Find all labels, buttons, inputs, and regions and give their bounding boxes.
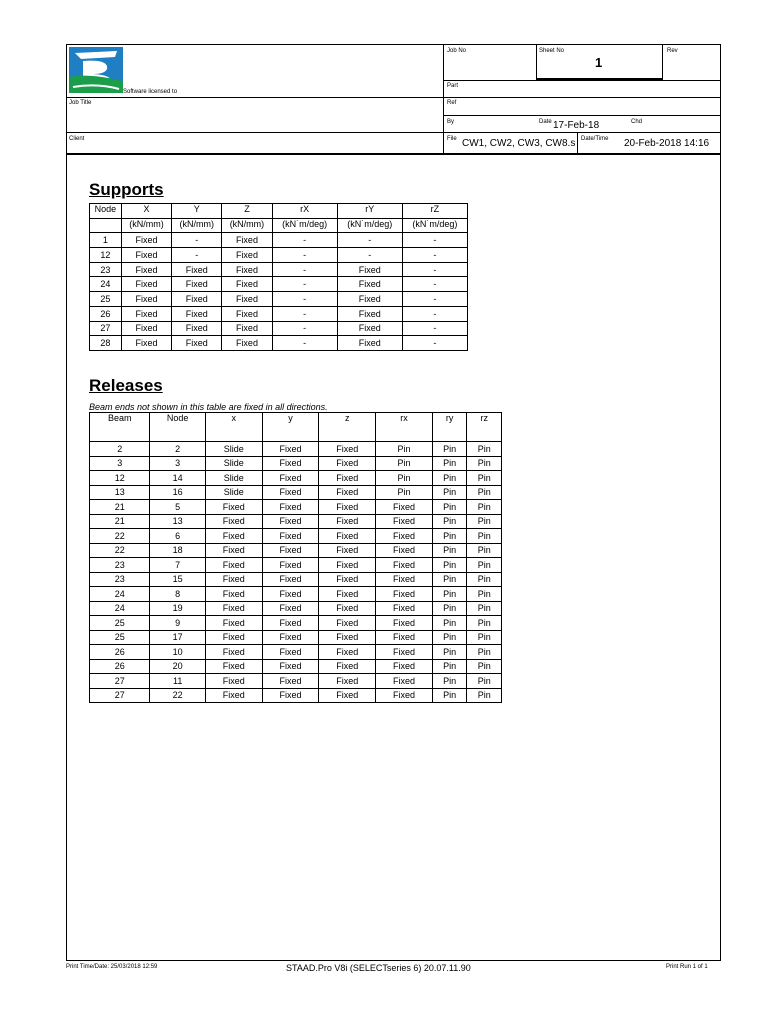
table-cell: Slide [205, 456, 262, 471]
unit-cell: (kN/mm) [121, 218, 171, 233]
table-cell: Pin [432, 529, 467, 544]
table-cell: 27 [90, 674, 150, 689]
table-cell: Fixed [205, 645, 262, 660]
table-cell: Fixed [121, 321, 171, 336]
header-cell: rY [337, 204, 402, 219]
table-cell: 20 [150, 659, 206, 674]
table-cell: Fixed [222, 292, 272, 307]
table-cell: Pin [467, 572, 502, 587]
table-cell: Fixed [262, 442, 319, 457]
table-cell: 2 [150, 442, 206, 457]
table-cell: - [272, 336, 337, 351]
table-cell: Pin [467, 529, 502, 544]
table-cell: Fixed [205, 688, 262, 703]
table-cell: Fixed [376, 558, 433, 573]
table-row [90, 630, 502, 645]
table-cell: Fixed [319, 688, 376, 703]
table-cell: Fixed [262, 543, 319, 558]
part-label: Part [447, 83, 459, 89]
header-cell: Z [222, 204, 272, 219]
table-cell: 7 [150, 558, 206, 573]
releases-title: Releases [89, 376, 163, 395]
table-cell: 25 [90, 616, 150, 631]
header-cell: y [262, 413, 319, 442]
table-cell: Pin [467, 558, 502, 573]
table-row [90, 442, 502, 457]
table-row [90, 471, 502, 486]
table-cell: - [272, 292, 337, 307]
table-cell: 8 [150, 587, 206, 602]
table-cell: 25 [90, 292, 122, 307]
table-cell: Pin [432, 471, 467, 486]
table-cell: Fixed [319, 558, 376, 573]
sheet-no-label: Sheet No [539, 48, 565, 54]
table-cell: Pin [467, 616, 502, 631]
table-row [90, 616, 502, 631]
table-cell: Fixed [262, 572, 319, 587]
title-block [67, 45, 720, 153]
unit-cell: (kN˙m/deg) [337, 218, 402, 233]
table-cell: Pin [467, 543, 502, 558]
table-cell: Fixed [376, 645, 433, 660]
job-no-label: Job No [447, 48, 467, 54]
table-cell: Fixed [319, 456, 376, 471]
table-cell: Fixed [376, 514, 433, 529]
table-row [90, 306, 468, 321]
table-cell: 24 [90, 587, 150, 602]
bentley-logo-icon [69, 47, 123, 93]
table-cell: - [172, 233, 222, 248]
table-cell: Pin [432, 442, 467, 457]
table-cell: Fixed [262, 616, 319, 631]
table-cell: Fixed [337, 277, 402, 292]
table-cell: Fixed [205, 572, 262, 587]
table-cell: Fixed [222, 277, 272, 292]
table-row [90, 321, 468, 336]
table-cell: Fixed [319, 500, 376, 515]
table-cell: Fixed [319, 587, 376, 602]
datetime-value: 20-Feb-2018 14:16 [624, 138, 710, 149]
table-cell: Pin [467, 601, 502, 616]
releases-note: Beam ends not shown in this table are fixed in all directions. [89, 402, 328, 412]
table-cell: Fixed [205, 601, 262, 616]
table-cell: Fixed [121, 262, 171, 277]
header-cell: Node [150, 413, 206, 442]
table-cell: Fixed [205, 659, 262, 674]
table-row [90, 572, 502, 587]
table-cell: Pin [432, 616, 467, 631]
header-cell: Beam [90, 413, 150, 442]
table-cell: 2 [90, 442, 150, 457]
table-cell: Fixed [376, 587, 433, 602]
table-row [90, 485, 502, 500]
table-cell: Slide [205, 442, 262, 457]
table-row [90, 248, 468, 263]
table-cell: - [402, 248, 467, 263]
table-cell: Fixed [319, 572, 376, 587]
table-cell: 5 [150, 500, 206, 515]
header-cell: rZ [402, 204, 467, 219]
table-cell: 1 [90, 233, 122, 248]
table-cell: Fixed [172, 277, 222, 292]
table-cell: Pin [376, 485, 433, 500]
supports-units-row [90, 218, 468, 233]
table-cell: Fixed [121, 277, 171, 292]
table-cell: 24 [90, 277, 122, 292]
header-cell: rX [272, 204, 337, 219]
table-cell: Pin [432, 688, 467, 703]
table-cell: Fixed [337, 262, 402, 277]
table-cell: Fixed [376, 630, 433, 645]
table-cell: Fixed [222, 306, 272, 321]
table-cell: 21 [90, 500, 150, 515]
table-row [90, 262, 468, 277]
table-cell: Slide [205, 485, 262, 500]
table-row [90, 674, 502, 689]
table-cell: Fixed [262, 601, 319, 616]
table-cell: Fixed [319, 529, 376, 544]
table-cell: Fixed [376, 601, 433, 616]
table-cell: Fixed [337, 306, 402, 321]
table-cell: Fixed [121, 248, 171, 263]
table-cell: Fixed [337, 292, 402, 307]
table-cell: Fixed [121, 292, 171, 307]
table-cell: - [402, 321, 467, 336]
table-cell: Fixed [337, 336, 402, 351]
table-cell: Fixed [121, 306, 171, 321]
date-value: 17-Feb-18 [553, 120, 600, 131]
table-cell: Fixed [319, 601, 376, 616]
table-cell: 12 [90, 248, 122, 263]
table-cell: Fixed [319, 616, 376, 631]
table-cell: Pin [432, 630, 467, 645]
table-cell: - [272, 248, 337, 263]
table-row [90, 233, 468, 248]
table-cell: Fixed [262, 674, 319, 689]
table-row [90, 336, 468, 351]
table-cell: Pin [467, 442, 502, 457]
table-cell: Fixed [376, 500, 433, 515]
header-cell: rz [467, 413, 502, 442]
table-cell: Fixed [262, 514, 319, 529]
table-cell: - [272, 321, 337, 336]
table-cell: 27 [90, 688, 150, 703]
table-cell: Pin [376, 456, 433, 471]
table-cell: Fixed [205, 616, 262, 631]
table-row [90, 529, 502, 544]
table-cell: - [272, 262, 337, 277]
table-cell: Fixed [205, 543, 262, 558]
table-cell: 19 [150, 601, 206, 616]
table-row [90, 500, 502, 515]
table-cell: Fixed [222, 321, 272, 336]
table-cell: - [402, 336, 467, 351]
table-cell: Fixed [205, 529, 262, 544]
table-cell: Pin [467, 659, 502, 674]
table-cell: Fixed [376, 688, 433, 703]
table-cell: 10 [150, 645, 206, 660]
table-cell: Pin [432, 674, 467, 689]
table-cell: 18 [150, 543, 206, 558]
table-cell: Pin [432, 601, 467, 616]
table-cell: Fixed [376, 572, 433, 587]
unit-cell: (kN˙m/deg) [272, 218, 337, 233]
table-cell: Fixed [172, 321, 222, 336]
table-cell: Fixed [172, 306, 222, 321]
table-cell: Fixed [319, 442, 376, 457]
table-cell: Fixed [222, 336, 272, 351]
table-cell: Fixed [319, 543, 376, 558]
table-cell: 13 [150, 514, 206, 529]
table-row [90, 456, 502, 471]
table-cell: Fixed [319, 471, 376, 486]
table-cell: Fixed [172, 262, 222, 277]
unit-cell [90, 218, 122, 233]
table-cell: Fixed [262, 500, 319, 515]
table-cell: - [272, 233, 337, 248]
table-cell: Pin [432, 587, 467, 602]
header-cell: z [319, 413, 376, 442]
table-cell: - [402, 292, 467, 307]
table-cell: Fixed [262, 630, 319, 645]
table-cell: Fixed [262, 688, 319, 703]
supports-table [89, 203, 468, 351]
table-row [90, 688, 502, 703]
table-cell: Pin [467, 674, 502, 689]
unit-cell: (kN/mm) [222, 218, 272, 233]
table-row [90, 292, 468, 307]
file-value: CW1, CW2, CW3, CW8.s [462, 138, 576, 149]
table-cell: Fixed [222, 262, 272, 277]
table-cell: 3 [90, 456, 150, 471]
sheet-no-value: 1 [595, 55, 603, 70]
table-cell: Pin [467, 456, 502, 471]
table-cell: - [402, 233, 467, 248]
table-cell: 16 [150, 485, 206, 500]
table-cell: 13 [90, 485, 150, 500]
table-cell: 6 [150, 529, 206, 544]
table-cell: 26 [90, 659, 150, 674]
rev-label: Rev [667, 48, 678, 54]
table-row [90, 277, 468, 292]
table-cell: Pin [467, 485, 502, 500]
table-cell: 23 [90, 572, 150, 587]
table-cell: 14 [150, 471, 206, 486]
table-cell: Fixed [319, 659, 376, 674]
table-cell: Fixed [222, 233, 272, 248]
header-cell: Y [172, 204, 222, 219]
table-cell: Pin [467, 471, 502, 486]
table-cell: - [272, 277, 337, 292]
table-cell: Fixed [262, 558, 319, 573]
table-cell: - [272, 306, 337, 321]
header-cell: Node [90, 204, 122, 219]
table-cell: 11 [150, 674, 206, 689]
table-cell: Fixed [376, 659, 433, 674]
table-cell: Fixed [319, 630, 376, 645]
table-cell: 27 [90, 321, 122, 336]
table-row [90, 601, 502, 616]
ref-label: Ref [447, 100, 457, 106]
supports-body [90, 233, 468, 351]
table-row [90, 543, 502, 558]
table-cell: 28 [90, 336, 122, 351]
table-cell: Fixed [262, 645, 319, 660]
table-cell: Fixed [376, 543, 433, 558]
table-cell: Pin [432, 645, 467, 660]
table-cell: Pin [432, 659, 467, 674]
table-cell: Pin [467, 500, 502, 515]
table-cell: Fixed [121, 233, 171, 248]
header-cell: x [205, 413, 262, 442]
table-cell: Fixed [319, 674, 376, 689]
table-cell: Fixed [121, 336, 171, 351]
supports-header-row [90, 204, 468, 219]
job-title-label: Job Title [69, 100, 92, 106]
table-cell: Pin [467, 630, 502, 645]
table-row [90, 514, 502, 529]
table-cell: Pin [467, 688, 502, 703]
client-label: Client [69, 136, 85, 142]
product-footer: STAAD.Pro V8i (SELECTseries 6) 20.07.11.90 [286, 963, 471, 973]
table-cell: Fixed [262, 485, 319, 500]
table-cell: - [172, 248, 222, 263]
table-cell: 26 [90, 645, 150, 660]
table-cell: Pin [432, 558, 467, 573]
table-cell: Pin [432, 572, 467, 587]
table-cell: Pin [432, 500, 467, 515]
table-cell: - [337, 248, 402, 263]
print-run-footer: Print Run 1 of 1 [666, 964, 708, 970]
table-cell: Fixed [337, 321, 402, 336]
software-licensed-label: Software licensed to [123, 89, 178, 95]
table-row [90, 645, 502, 660]
table-cell: Fixed [205, 587, 262, 602]
table-cell: Fixed [172, 292, 222, 307]
table-cell: Pin [432, 543, 467, 558]
date-label: Date [539, 119, 552, 125]
unit-cell: (kN/mm) [172, 218, 222, 233]
releases-header-row [90, 413, 502, 442]
table-cell: Pin [467, 514, 502, 529]
table-cell: Fixed [319, 485, 376, 500]
table-cell: Pin [376, 471, 433, 486]
table-row [90, 587, 502, 602]
table-cell: 24 [90, 601, 150, 616]
table-cell: Fixed [205, 500, 262, 515]
table-cell: Fixed [262, 471, 319, 486]
table-cell: Fixed [319, 645, 376, 660]
table-cell: Pin [376, 442, 433, 457]
file-label: File [447, 136, 457, 142]
table-cell: 12 [90, 471, 150, 486]
report-page [66, 44, 721, 961]
table-cell: 15 [150, 572, 206, 587]
unit-cell: (kN˙m/deg) [402, 218, 467, 233]
table-cell: - [337, 233, 402, 248]
table-cell: 22 [90, 529, 150, 544]
table-cell: Fixed [205, 558, 262, 573]
table-cell: 23 [90, 558, 150, 573]
table-cell: Fixed [376, 674, 433, 689]
releases-table [89, 412, 502, 703]
table-row [90, 659, 502, 674]
table-cell: Fixed [205, 630, 262, 645]
table-cell: Fixed [172, 336, 222, 351]
releases-body [90, 442, 502, 703]
table-cell: 21 [90, 514, 150, 529]
datetime-label: Date/Time [581, 136, 609, 142]
table-cell: Fixed [205, 674, 262, 689]
table-cell: Fixed [262, 529, 319, 544]
header-cell: ry [432, 413, 467, 442]
table-cell: 26 [90, 306, 122, 321]
table-cell: Fixed [262, 456, 319, 471]
table-cell: 3 [150, 456, 206, 471]
chd-label: Chd [631, 119, 643, 125]
header-cell: rx [376, 413, 433, 442]
table-cell: - [402, 306, 467, 321]
table-cell: Pin [432, 456, 467, 471]
print-time-footer: Print Time/Date: 25/03/2018 12:59 [66, 964, 158, 970]
table-cell: 9 [150, 616, 206, 631]
by-label: By [447, 119, 455, 125]
table-cell: 22 [90, 543, 150, 558]
table-row [90, 558, 502, 573]
table-cell: Fixed [262, 587, 319, 602]
table-cell: Slide [205, 471, 262, 486]
table-cell: Fixed [222, 248, 272, 263]
table-cell: 25 [90, 630, 150, 645]
table-cell: 17 [150, 630, 206, 645]
table-cell: Pin [467, 645, 502, 660]
table-cell: Fixed [319, 514, 376, 529]
table-cell: Pin [467, 587, 502, 602]
header-cell: X [121, 204, 171, 219]
table-cell: - [402, 277, 467, 292]
table-cell: Fixed [376, 616, 433, 631]
table-cell: Pin [432, 485, 467, 500]
table-cell: Pin [432, 514, 467, 529]
table-cell: 23 [90, 262, 122, 277]
table-cell: - [402, 262, 467, 277]
table-cell: Fixed [205, 514, 262, 529]
table-cell: Fixed [376, 529, 433, 544]
supports-title: Supports [89, 180, 164, 199]
table-cell: 22 [150, 688, 206, 703]
table-cell: Fixed [262, 659, 319, 674]
